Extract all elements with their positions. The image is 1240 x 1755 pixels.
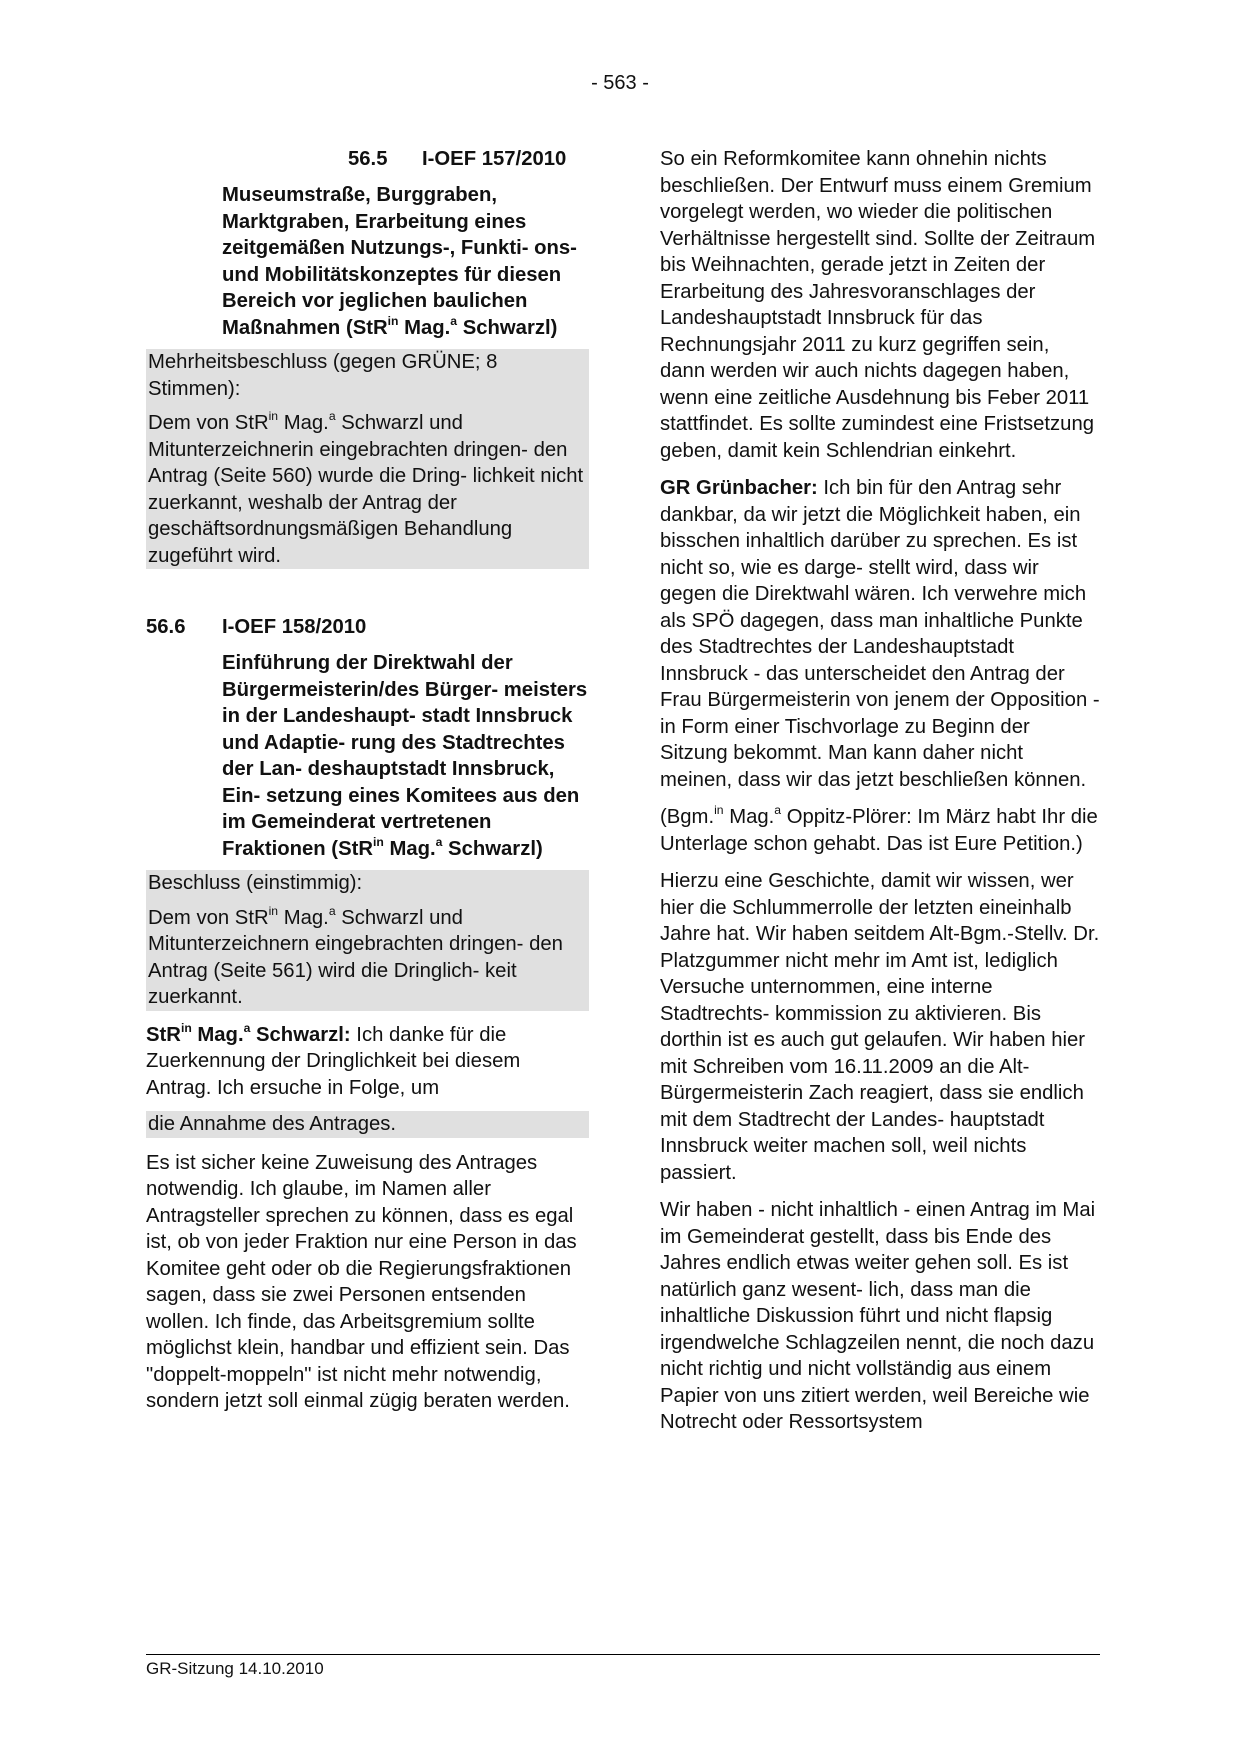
- speech-paragraph: So ein Reformkomitee kann ohnehin nichts beschließen. Der Entwurf muss einem Gremium vorgelegt werden, wo wieder die politischen Verhältnisse hergestellt sind. Sollte der Zeitraum bis Weihnachten, gerade jetzt in Zeiten der Erarbeitung des Jahresvoranschlages der Landeshauptstadt Innsbruck für das Rechnungsjahr 2011 zu kurz gegriffen sein, dann werden wir auch nichts dagegen haben, wenn eine zeitliche Ausdehnung bis Feber 2011 stattfindet. Es sollte zumindest eine Fristsetzung geben, damit kein Schlendrian einkehrt.: [660, 148, 1096, 462]
- decision-text: Dem von StR$^{in}$ Mag.$^a$ Schwarzl und Mitunterzeichnerin eingebrachten dringen- den Antrag (Seite 560) wurde die Dring- lichkeit nicht zuerkannt, weshalb der Antrag der geschäftsordnungsmäßigen Behandlung zugeführt wird.: [148, 408, 584, 567]
- speech-paragraph: Hierzu eine Geschichte, damit wir wissen, wer hier die Schlummerrolle der letzten eineinhalb Jahre hat. Wir haben seitdem Alt-Bgm.-Stellv. Dr. Platzgummer nicht mehr im Amt ist, lediglich Versuche unternommen, eine interne Stadtrechts- kommission zu aktivieren. Bis dorthin ist es auch gut gelaufen. Wir haben hier mit Schreiben vom 16.11.2009 an die Alt- Bürgermeisterin Zach reagiert, dass sie endlich mit dem Stadtrecht der Landes- hauptstadt Innsbruck weiter machen soll, weil nichts passiert.: [660, 870, 1100, 1184]
- speech-paragraph: StR$^{in}$ Mag.$^a$ Schwarzl: Ich danke für die Zuerkennung der Dringlichkeit bei diesem Antrag. Ich ersuche in Folge, um: [146, 1020, 521, 1099]
- section-code: I-OEF 157/2010: [422, 148, 567, 170]
- section-number: 56.6: [146, 616, 186, 638]
- decision-box: [146, 870, 589, 1011]
- section-heading: [146, 146, 589, 173]
- section-title: Museumstraße, Burggraben, Marktgraben, Erarbeitung eines zeitgemäßen Nutzungs-, Funkti- ons- und Mobilitätskonzeptes für diesen Bereich vor jeglichen baulichen Maßnahmen (StR$^{in}$ Mag.$^a$ Schwarzl): [222, 184, 577, 339]
- decision-text: Dem von StR$^{in}$ Mag.$^a$ Schwarzl und Mitunterzeichnern eingebrachten dringen- den Antrag (Seite 561) wird die Dringlich- keit zuerkannt.: [148, 903, 563, 1008]
- decision-box: [146, 349, 589, 569]
- speech-paragraph: Wir haben - nicht inhaltlich - einen Antrag im Mai im Gemeinderat gestellt, dass bis Ende des Jahres endlich etwas weiter gehen soll. Es ist natürlich ganz wesent- lich, dass man die inhaltliche Diskussion führt und nicht flapsig irgendwelche Schlagzeilen nennt, die noch dazu nicht richtig und nicht vollständig aus einem Papier von uns zitiert werden, weil Bereiche wie Notrecht oder Ressortsystem: [660, 1199, 1096, 1433]
- speech-paragraph: GR Grünbacher: Ich bin für den Antrag sehr dankbar, da wir jetzt die Möglichkeit haben, ein bisschen inhaltlich darüber zu sprechen. Es ist nicht so, wie es darge- stellt wird, dass wir gegen die Direktwahl wären. Ich verwehre mich als SPÖ dagegen, dass man inhaltliche Punkte des Stadtrechtes der Landeshauptstadt Innsbruck - das unterscheidet den Antrag der Frau Bürgermeisterin von jenem der Opposition - in Form einer Tischvorlage zu Beginn der Sitzung bekommt. Man kann daher nicht meinen, dass wir das jetzt beschließen können.: [660, 477, 1100, 791]
- section-56-5: [146, 146, 589, 569]
- footer-divider: [146, 1654, 1100, 1655]
- interjection: (Bgm.$^{in}$ Mag.$^a$ Oppitz-Plörer: Im März habt Ihr die Unterlage schon gehabt. Das ist Eure Petition.): [660, 802, 1098, 855]
- speech-paragraph: Es ist sicher keine Zuweisung des Antrages notwendig. Ich glaube, im Namen aller Antragsteller sprechen zu können, dass es egal ist, ob von jeder Fraktion nur eine Person in das Komitee geht oder ob die Regierungsfraktionen sagen, dass sie zwei Personen entsenden wollen. Ich finde, das Arbeitsgremium sollte möglichst klein, handbar und effizient sein. Das "doppelt-moppeln" ist nicht mehr notwendig, sondern jetzt soll einmal zügig beraten werden.: [146, 1151, 577, 1412]
- section-number: 56.5: [348, 148, 388, 170]
- section-title: Einführung der Direktwahl der Bürgermeisterin/des Bürger- meisters in der Landeshaupt- stadt Innsbruck und Adaptie- rung des Stadtrechtes der Lan- deshauptstadt Innsbruck, Ein- setzung eines Komitees aus den im Gemeinderat vertretenen Fraktionen (StR$^{in}$ Mag.$^a$ Schwarzl): [222, 652, 588, 860]
- decision-label: Mehrheitsbeschluss (gegen GRÜNE; 8 Stimmen):: [148, 351, 498, 400]
- highlighted-motion: die Annahme des Antrages.: [146, 1111, 589, 1138]
- right-column: [660, 146, 1100, 1436]
- left-column: [146, 146, 589, 1415]
- page-number: - 563 -: [591, 72, 649, 94]
- section-heading: [146, 614, 589, 641]
- decision-label: Beschluss (einstimmig):: [148, 872, 363, 894]
- speaker-name: GR Grünbacher:: [660, 477, 818, 499]
- footer-text: GR-Sitzung 14.10.2010: [146, 1659, 324, 1678]
- speaker-name: StR$^{in}$ Mag.$^a$ Schwarzl:: [146, 1020, 351, 1046]
- section-code: I-OEF 158/2010: [222, 616, 367, 638]
- section-56-6: [146, 614, 589, 1011]
